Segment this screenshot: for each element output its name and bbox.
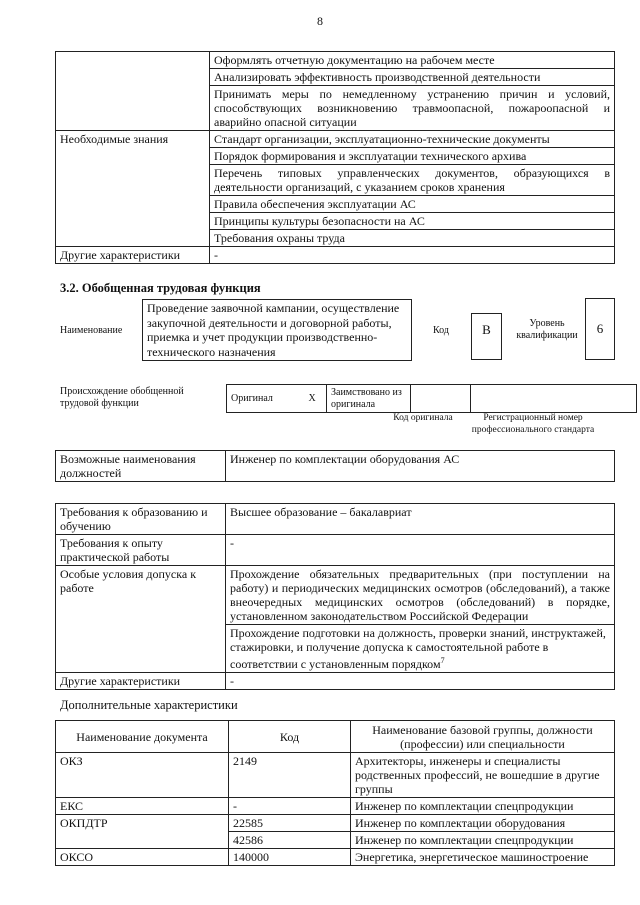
row-text: Стандарт организации, эксплуатационно-технические документы	[210, 131, 615, 148]
table-row	[56, 69, 615, 86]
row-text: Оформлять отчетную документацию на рабочем месте	[210, 52, 615, 69]
name-cell: Архитекторы, инженеры и специалисты родственных профессий, не вошедшие в другие группы	[351, 753, 615, 798]
required-knowledge-label: Необходимые знания	[56, 131, 210, 148]
code-cell: -	[229, 798, 351, 815]
table-row	[56, 131, 615, 148]
table-row	[56, 213, 615, 230]
table-row	[56, 815, 615, 832]
code-cell: 42586	[229, 832, 351, 849]
code-label: Код	[433, 325, 449, 336]
qualification-level-label: Уровень квалификации	[516, 318, 578, 341]
name-label: Наименование	[60, 325, 123, 336]
function-name-box: Проведение заявочной кампании, осуществление закупочной деятельности и договорной работы, приемка и учет продукции производственно-технического назначения	[142, 299, 412, 361]
row-label	[56, 165, 210, 196]
row-text: Анализировать эффективность производственной деятельности	[210, 69, 615, 86]
other-characteristics-value: -	[226, 673, 615, 690]
table-row	[56, 86, 615, 131]
original-mark: X	[303, 385, 327, 413]
row-text: Порядок формирования и эксплуатации технического архива	[210, 148, 615, 165]
name-cell: Инженер по комплектации спецпродукции	[351, 798, 615, 815]
name-cell: Инженер по комплектации оборудования	[351, 815, 615, 832]
doc-cell: ЕКС	[56, 798, 229, 815]
doc-cell: ОКЗ	[56, 753, 229, 798]
column-header: Наименование базовой группы, должности (профессии) или специальности	[351, 721, 615, 753]
doc-cell: ОКПДТР	[56, 815, 229, 832]
experience-value: -	[226, 535, 615, 566]
row-label	[56, 52, 210, 69]
conditions-value-2: Прохождение подготовки на должность, проверки знаний, инструктажей, стажировки, и получение допуска к самостоятельной работе в соответствии с установленным порядком	[230, 626, 606, 671]
row-label	[56, 148, 210, 165]
borrowed-label: Заимствовано из оригинала	[327, 385, 411, 413]
skills-knowledge-table	[55, 51, 615, 264]
column-header: Код	[229, 721, 351, 753]
conditions-value-2-cell	[226, 625, 615, 673]
original-label: Оригинал	[227, 385, 303, 413]
registration-number-cell	[471, 385, 637, 413]
row-label	[56, 69, 210, 86]
row-text: -	[210, 247, 615, 264]
table-row	[56, 230, 615, 247]
page-number: 8	[317, 14, 323, 28]
conditions-label: Особые условия допуска к работе	[56, 566, 226, 625]
experience-label: Требования к опыту практической работы	[56, 535, 226, 566]
table-header-row	[56, 721, 615, 753]
table-row	[56, 832, 615, 849]
education-value: Высшее образование – бакалавриат	[226, 504, 615, 535]
table-row	[56, 798, 615, 815]
row-text: Правила обеспечения эксплуатации АС	[210, 196, 615, 213]
row-label	[56, 86, 210, 131]
row-text: Принимать меры по немедленному устранению причин и условий, способствующих возникновению травмоопасной, пожароопасной и аварийно опасной ситуации	[210, 86, 615, 131]
registration-number-caption: Регистрационный номер профессионального стандарта	[471, 413, 595, 435]
table-row	[56, 849, 615, 866]
row-label	[56, 213, 210, 230]
additional-characteristics-title: Дополнительные характеристики	[60, 698, 238, 712]
qualification-level-box: 6	[585, 298, 615, 360]
possible-positions-label: Возможные наименования должностей	[56, 451, 226, 482]
code-value-box: B	[471, 313, 502, 360]
conditions-label-cont	[56, 625, 226, 673]
requirements-table	[55, 503, 615, 690]
table-row	[56, 196, 615, 213]
other-characteristics-label: Другие характеристики	[56, 247, 210, 264]
origin-table	[226, 384, 637, 413]
row-label	[56, 230, 210, 247]
code-cell: 22585	[229, 815, 351, 832]
possible-positions-table	[55, 450, 615, 482]
row-label	[56, 196, 210, 213]
table-row	[56, 148, 615, 165]
other-characteristics-label: Другие характеристики	[56, 673, 226, 690]
conditions-value-1: Прохождение обязательных предварительных (при поступлении на работу) и периодических медицинских осмотров (обследований), а также внеочередных медицинских осмотров (обследований) в порядке, установленном законодательством Российской Федерации	[226, 566, 615, 625]
section-title: 3.2. Обобщенная трудовая функция	[60, 281, 261, 295]
row-text: Требования охраны труда	[210, 230, 615, 247]
column-header: Наименование документа	[56, 721, 229, 753]
code-cell: 140000	[229, 849, 351, 866]
name-cell: Инженер по комплектации спецпродукции	[351, 832, 615, 849]
original-code-caption: Код оригинала	[393, 413, 453, 423]
code-cell: 2149	[229, 753, 351, 798]
education-label: Требования к образованию и обучению	[56, 504, 226, 535]
table-row	[56, 753, 615, 798]
origin-label: Происхождение обобщенной трудовой функции	[60, 386, 184, 409]
doc-cell: ОКСО	[56, 849, 229, 866]
table-row	[56, 247, 615, 264]
table-row	[56, 165, 615, 196]
original-code-cell	[411, 385, 471, 413]
row-text: Перечень типовых управленческих документов, образующихся в деятельности организаций, с указанием сроков хранения	[210, 165, 615, 196]
possible-positions-value: Инженер по комплектации оборудования АС	[226, 451, 615, 482]
row-text: Принципы культуры безопасности на АС	[210, 213, 615, 230]
additional-characteristics-table	[55, 720, 615, 866]
footnote-mark: 7	[440, 656, 445, 665]
doc-cell	[56, 832, 229, 849]
name-cell: Энергетика, энергетическое машиностроение	[351, 849, 615, 866]
table-row	[56, 52, 615, 69]
